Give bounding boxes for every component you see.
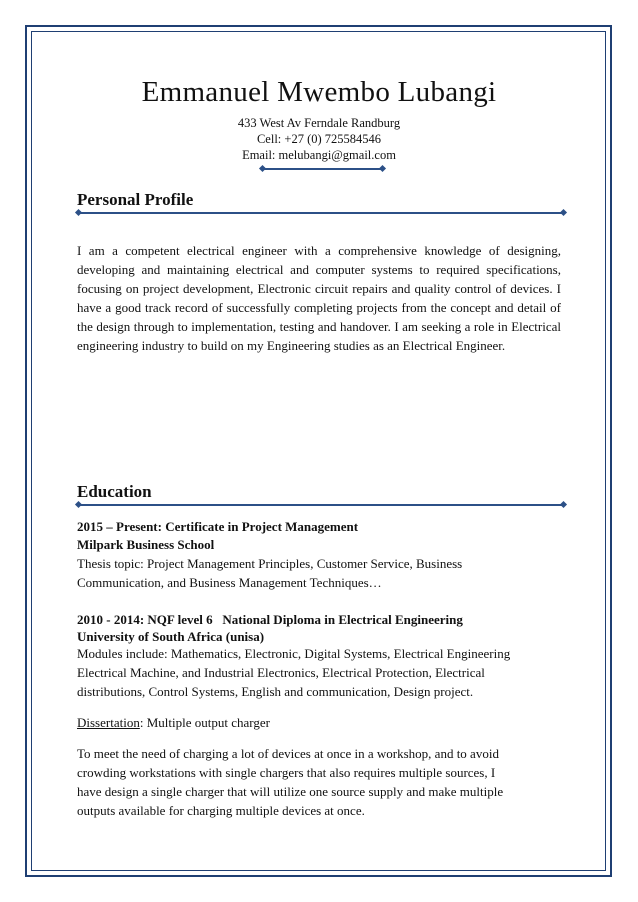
dissertation-description-line-3: have design a single charger that will utilize one source supply and make multiple <box>77 784 504 799</box>
dissertation-label: Dissertation <box>77 715 140 730</box>
dissertation-description-line-1: To meet the need of charging a lot of devices at once in a workshop, and to avoid <box>77 746 499 761</box>
education-entry-1-institution: Milpark Business School <box>77 537 215 552</box>
header-divider <box>263 168 383 170</box>
dissertation <box>77 715 270 731</box>
education-entry-2-heading: 2010 - 2014: NQF level 6 National Diploma in Electrical Engineering <box>77 612 463 627</box>
dissertation-description-line-2: crowding workstations with single chargers that also requires multiple sources, I <box>77 765 496 780</box>
address: 433 West Av Ferndale Randburg <box>237 116 401 130</box>
profile-text: I am a competent electrical engineer with a comprehensive knowledge of designing, developing and maintaining electrical and computer systems to required specifications, focusing on project development, Electronic circuit repairs and quality control of devices. I have a good track record of successfully completing projects from the concept and detail of the design through to implementation, testing and handover. I am seeking a role in Electrical engineering industry to build on my Engineering studies as an Electrical Engineer. <box>77 243 561 353</box>
dissertation-value: : Multiple output charger <box>139 715 270 730</box>
candidate-name: Emmanuel Mwembo Lubangi <box>141 76 497 108</box>
education-entry-1-line-1: Thesis topic: Project Management Principles, Customer Service, Business <box>77 556 463 571</box>
education-heading: Education <box>77 482 152 501</box>
education-entry-2-institution: University of South Africa (unisa) <box>77 629 265 644</box>
education-entry-2-line-1: Modules include: Mathematics, Electronic, Digital Systems, Electrical Engineering <box>77 646 511 661</box>
education-entry-2-line-2: Electrical Machine, and Industrial Electronics, Electrical Protection, Electrical <box>77 665 485 680</box>
personal-profile-heading: Personal Profile <box>77 190 194 209</box>
profile-divider <box>79 212 564 214</box>
education-entry-1-heading: 2015 – Present: Certificate in Project Management <box>77 519 359 534</box>
education-divider <box>79 504 564 506</box>
education-entry-1-line-2: Communication, and Business Management Techniques… <box>77 575 382 590</box>
education-entry-2-line-3: distributions, Control Systems, English and communication, Design project. <box>77 684 474 699</box>
email: Email: melubangi@gmail.com <box>242 148 396 162</box>
dissertation-description-line-4: outputs available for charging multiple devices at once. <box>77 803 365 818</box>
cell-phone: Cell: +27 (0) 725584546 <box>256 132 382 146</box>
